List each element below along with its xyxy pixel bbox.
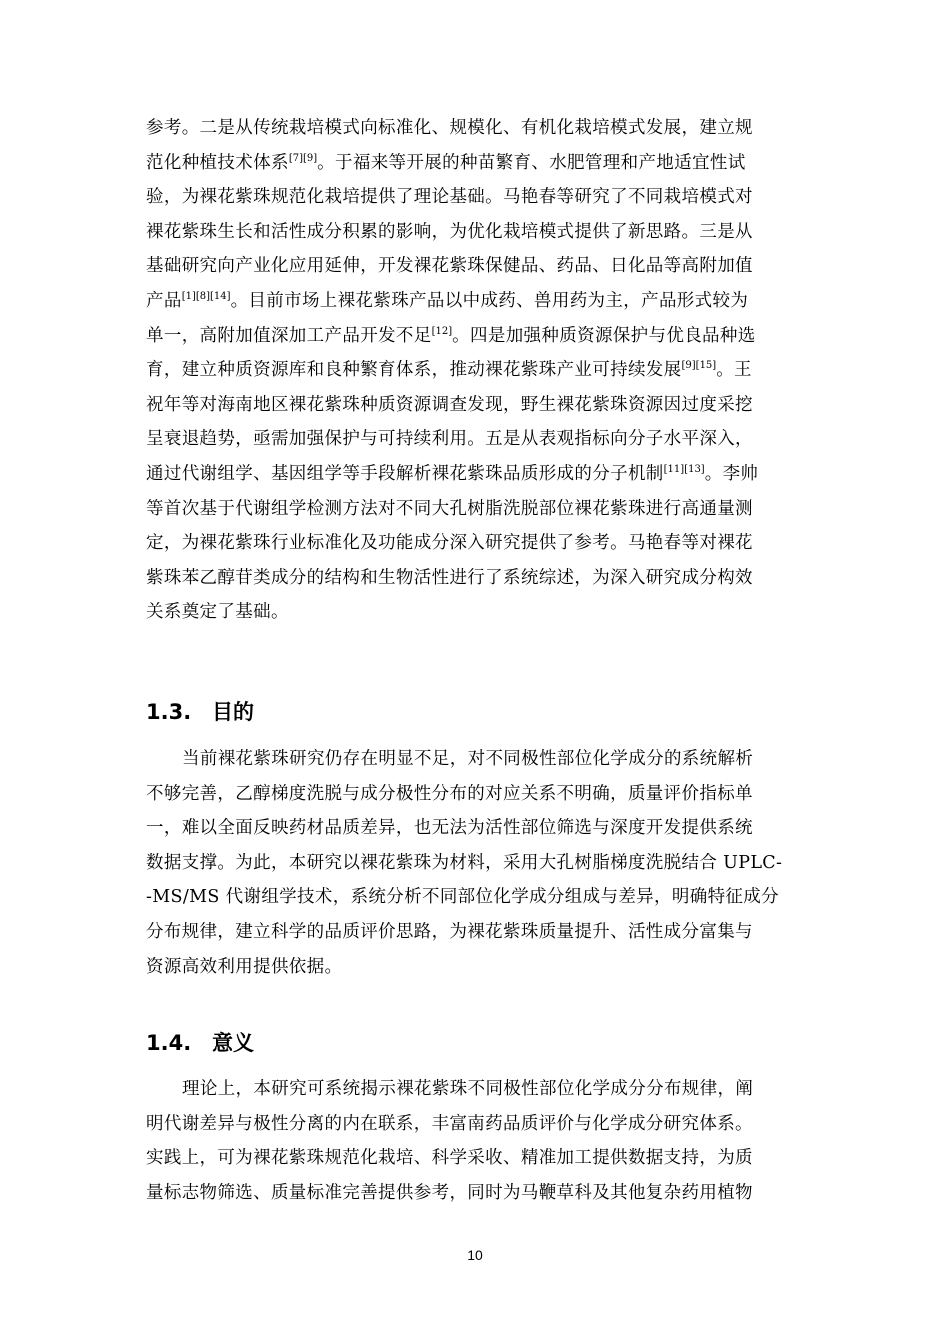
citation-ref: [7][9] [288, 152, 318, 164]
text-line [146, 950, 826, 985]
text-line [146, 422, 826, 457]
line-text: 实践上，可为裸花紫珠规范化栽培、科学采收、精准加工提供数据支持，为质 [146, 1148, 753, 1169]
citation-ref: [9][15] [681, 360, 717, 372]
text-line [146, 215, 826, 250]
text-line [146, 526, 826, 561]
line-text: -MS/MS 代谢组学技术，系统分析不同部位化学成分组成与差异，明确特征成分 [146, 887, 779, 908]
paragraph-significance [146, 1072, 826, 1210]
paragraph-purpose [146, 742, 826, 984]
line-text-after: 。王 [716, 360, 752, 381]
section-title: 意义 [212, 1031, 254, 1055]
line-text: 一，难以全面反映药材品质差异，也无法为活性部位筛选与深度开发提供系统 [146, 818, 753, 839]
line-text: 范化种植技术体系 [146, 152, 289, 173]
line-text: 量标志物筛选、质量标准完善提供参考，同时为马鞭草科及其他复杂药用植物 [146, 1182, 753, 1203]
text-line [146, 1176, 826, 1211]
text-line [146, 111, 826, 146]
line-text-after: 。于福来等开展的种苗繁育、水肥管理和产地适宜性试 [317, 152, 746, 173]
line-text-after: 。李帅 [704, 463, 759, 484]
line-text-after: 。目前市场上裸花紫珠产品以中成药、兽用药为主，产品形式较为 [230, 290, 749, 311]
text-line [146, 457, 826, 492]
line-text: 基础研究向产业化应用延伸，开发裸花紫珠保健品、药品、日化品等高附加值 [146, 256, 753, 277]
text-line [146, 846, 826, 881]
text-line [146, 561, 826, 596]
text-line [146, 915, 826, 950]
text-line [146, 388, 826, 423]
text-line [146, 595, 826, 630]
line-text: 裸花紫珠生长和活性成分积累的影响，为优化栽培模式提供了新思路。三是从 [146, 221, 753, 242]
line-text: 通过代谢组学、基因组学等手段解析裸花紫珠品质形成的分子机制 [146, 463, 664, 484]
citation-ref: [1][8][14] [181, 290, 231, 302]
section-number: 1.3. [146, 700, 192, 724]
text-line [146, 319, 826, 354]
line-text: 资源高效利用提供依据。 [146, 956, 343, 977]
line-text-after: 。四是加强种质资源保护与优良品种选 [452, 325, 756, 346]
section-title: 目的 [212, 700, 254, 724]
citation-ref: [12] [431, 325, 453, 337]
line-text: 明代谢差异与极性分离的内在联系，丰富南药品质评价与化学成分研究体系。 [146, 1113, 753, 1134]
line-text: 验，为裸花紫珠规范化栽培提供了理论基础。马艳春等研究了不同栽培模式对 [146, 187, 753, 208]
text-line [146, 777, 826, 812]
line-text: 呈衰退趋势，亟需加强保护与可持续利用。五是从表观指标向分子水平深入， [146, 429, 753, 450]
text-line [146, 1141, 826, 1176]
line-text: 分布规律，建立科学的品质评价思路，为裸花紫珠质量提升、活性成分富集与 [146, 921, 753, 942]
text-line [146, 146, 826, 181]
citation-ref: [11][13] [663, 463, 705, 475]
line-text: 数据支撑。为此，本研究以裸花紫珠为材料，采用大孔树脂梯度洗脱结合 UPLC- [146, 852, 783, 873]
text-line [146, 492, 826, 527]
text-line [146, 353, 826, 388]
section-heading-significance [146, 1029, 254, 1057]
text-line [146, 742, 826, 777]
text-line [146, 1072, 826, 1107]
text-line [146, 811, 826, 846]
line-text: 当前裸花紫珠研究仍存在明显不足，对不同极性部位化学成分的系统解析 [182, 749, 754, 769]
line-text: 育，建立种质资源库和良种繁育体系，推动裸花紫珠产业可持续发展 [146, 360, 682, 381]
line-text: 祝年等对海南地区裸花紫珠种质资源调查发现，野生裸花紫珠资源因过度采挖 [146, 394, 753, 415]
line-text: 参考。二是从传统栽培模式向标准化、规模化、有机化栽培模式发展，建立规 [146, 118, 753, 138]
line-text: 不够完善，乙醇梯度洗脱与成分极性分布的对应关系不明确，质量评价指标单 [146, 783, 753, 804]
line-text: 单一，高附加值深加工产品开发不足 [146, 325, 432, 346]
text-line [146, 180, 826, 215]
line-text: 产品 [146, 290, 182, 311]
text-line [146, 1107, 826, 1142]
line-text: 等首次基于代谢组学检测方法对不同大孔树脂洗脱部位裸花紫珠进行高通量测 [146, 498, 753, 519]
line-text: 理论上，本研究可系统揭示裸花紫珠不同极性部位化学成分分布规律，阐 [182, 1079, 754, 1099]
line-text: 紫珠苯乙醇苷类成分的结构和生物活性进行了系统综述，为深入研究成分构效 [146, 567, 753, 588]
text-line [146, 249, 826, 284]
paragraph-continued [146, 111, 826, 630]
text-line [146, 880, 826, 915]
text-line [146, 284, 826, 319]
section-number: 1.4. [146, 1031, 192, 1055]
page-number: 10 [467, 1247, 483, 1263]
section-heading-purpose [146, 698, 254, 726]
line-text: 定，为裸花紫珠行业标准化及功能成分深入研究提供了参考。马艳春等对裸花 [146, 533, 753, 554]
line-text: 关系奠定了基础。 [146, 602, 289, 623]
